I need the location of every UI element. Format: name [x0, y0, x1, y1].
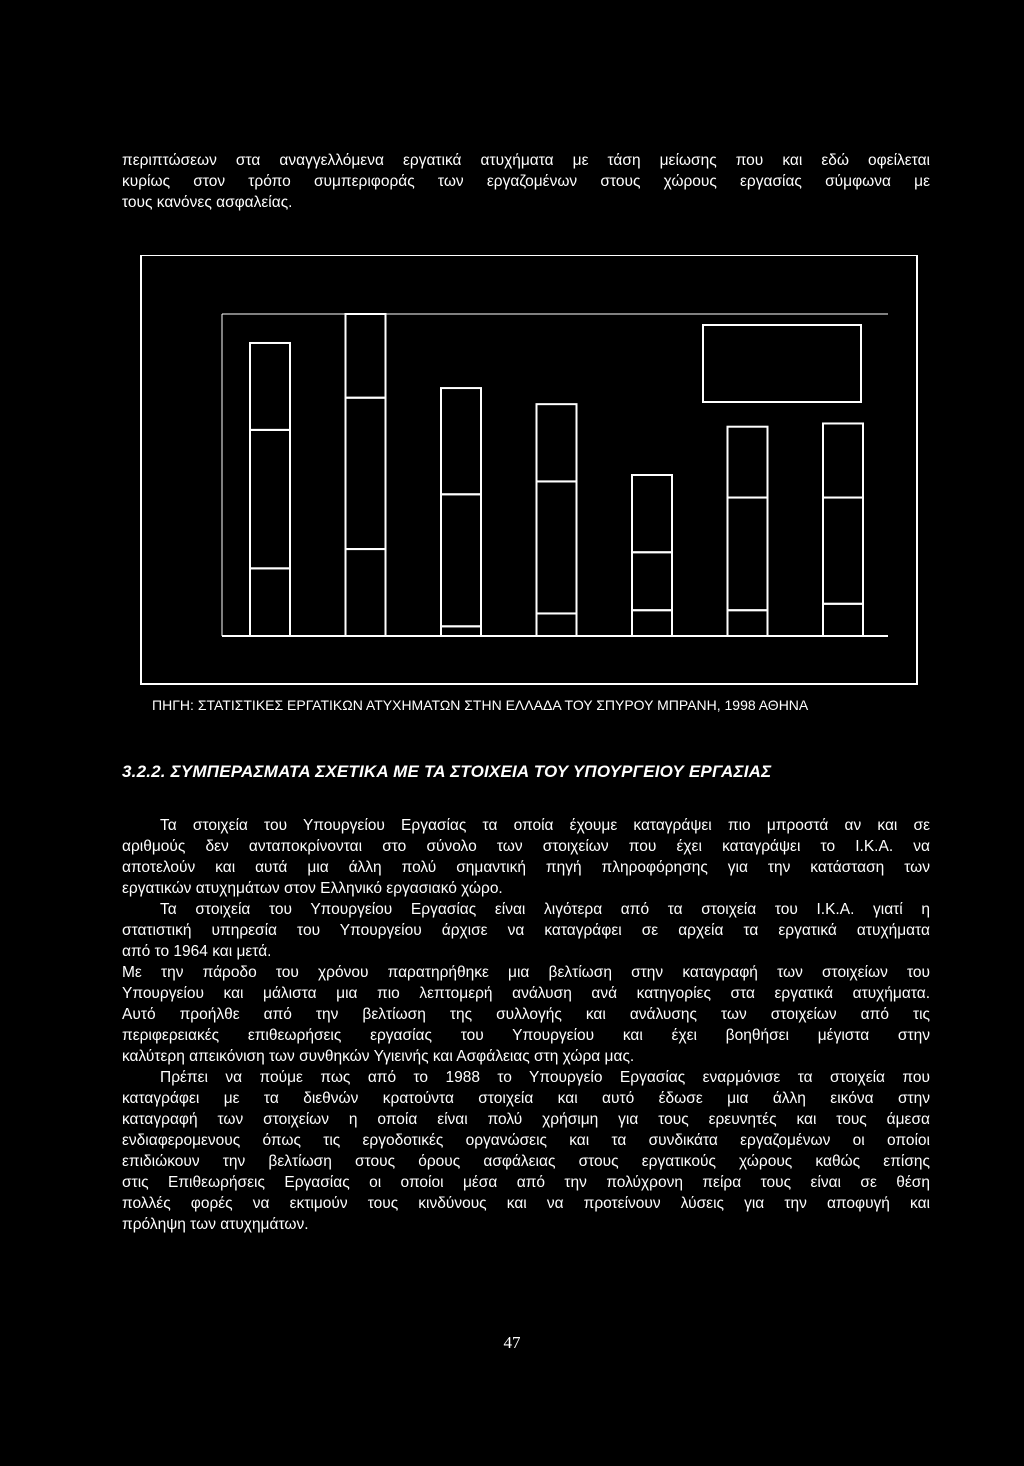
bar-segment: [823, 423, 863, 497]
chart-figure: [140, 255, 918, 685]
text-line: Με την πάροδο του χρόνου παρατηρήθηκε μια βελτίωση στην καταγραφή των στοιχείων του: [122, 964, 930, 981]
bar-segment: [441, 494, 481, 626]
bar-segment: [537, 481, 577, 613]
bar-segment: [346, 549, 386, 636]
text-line: καταγράφει με τα διεθνών κρατούντα στοιχεία και αυτό έδωσε μια άλλη εικόνα στην: [122, 1090, 930, 1107]
body-paragraph: [122, 899, 930, 962]
bar-segment: [728, 427, 768, 498]
figure-source: ΠΗΓΗ: ΣΤΑΤΙΣΤΙΚΕΣ ΕΡΓΑΤΙΚΩΝ ΑΤΥΧΗΜΑΤΩΝ ΣΤΗΝ ΕΛΛΑΔΑ ΤΟΥ ΣΠΥΡΟΥ ΜΠΡΑΝΗ, 1998 ΑΘΗΝΑ: [152, 697, 809, 713]
text-line: καλύτερη απεικόνιση των συνθηκών Υγιεινής και Ασφάλειας στη χώρα μας.: [122, 1048, 635, 1065]
intro-paragraph: [122, 150, 930, 213]
bar-segment: [250, 343, 290, 430]
text-line: αριθμούς δεν ανταποκρίνονται στο σύνολο των στοιχείων που έχει καταγράψει το Ι.Κ.Α. να: [122, 838, 930, 855]
text-line: καταγραφή των στοιχείων η οποία είναι πολύ χρήσιμη για τους ερευνητές και τους άμεσα: [122, 1111, 930, 1128]
bar-segment: [441, 388, 481, 494]
bar-segment: [250, 568, 290, 636]
text-line: περιπτώσεων στα αναγγελλόμενα εργατικά ατυχήματα με τάση μείωσης που και εδώ οφείλεται: [122, 152, 930, 169]
bar-segment: [823, 498, 863, 604]
text-line: ενδιαφερομενους όπως τις εργοδοτικές οργανώσεις και τα συνδικάτα εργαζομένων οι οποίοι: [122, 1132, 930, 1149]
bar-segment: [250, 430, 290, 568]
bar-segment: [632, 475, 672, 552]
text-line: Αυτό προήλθε από την βελτίωση της συλλογής και ανάλυσης των στοιχείων από τις: [122, 1006, 930, 1023]
bar-segment: [346, 398, 386, 549]
text-line: περιφερειακές επιθεωρήσεις εργασίας του Υπουργείου και έχει βοηθήσει μέγιστα στην: [122, 1027, 930, 1044]
text-line: Τα στοιχεία του Υπουργείου Εργασίας τα οποία έχουμε καταγράψει πιο μπροστά αν και σε: [160, 817, 930, 834]
text-line: τους κανόνες ασφαλείας.: [122, 194, 293, 211]
text-line: Πρέπει να πούμε πως από το 1988 το Υπουργείο Εργασίας εναρμόνισε τα στοιχεία που: [160, 1069, 930, 1086]
page-number: 47: [503, 1333, 521, 1352]
text-line: εργατικών ατυχημάτων στον Ελληνικό εργασιακό χώρο.: [122, 880, 503, 897]
bar-segment: [728, 610, 768, 636]
text-line: επιδιώκουν την βελτίωση στους όρους ασφάλειας στους εργατικούς χώρους καθώς επίσης: [122, 1153, 930, 1170]
bar-segment: [728, 498, 768, 611]
text-line: πολλές φορές να εκτιμούν τους κινδύνους και να προτείνουν λύσεις για την αποφυγή και: [122, 1195, 930, 1212]
text-line: αποτελούν και αυτά μια άλλη πολύ σημαντική πηγή πληροφόρησης για την κατάσταση των: [122, 859, 930, 876]
bar-segment: [441, 626, 481, 636]
body-paragraph: [122, 962, 930, 1067]
text-line: στατιστική υπηρεσία του Υπουργείου άρχισε να καταγράφει σε αρχεία τα εργατικά ατυχήματα: [122, 922, 930, 939]
bar-segment: [537, 404, 577, 481]
legend-box: [703, 325, 861, 402]
text-line: Τα στοιχεία του Υπουργείου Εργασίας είναι λιγότερα από τα στοιχεία του Ι.Κ.Α. γιατί η: [160, 901, 930, 918]
bar-segment: [346, 314, 386, 398]
bar-segment: [537, 613, 577, 636]
section-heading: 3.2.2. ΣΥΜΠΕΡΑΣΜΑΤΑ ΣΧΕΤΙΚΑ ΜΕ ΤΑ ΣΤΟΙΧΕΙΑ ΤΟΥ ΥΠΟΥΡΓΕΙΟΥ ΕΡΓΑΣΙΑΣ: [122, 762, 772, 781]
text-line: κυρίως στον τρόπο συμπεριφοράς των εργαζομένων στους χώρους εργασίας σύμφωνα με: [122, 173, 930, 190]
text-line: από το 1964 και μετά.: [122, 943, 272, 960]
text-line: πρόληψη των ατυχημάτων.: [122, 1216, 309, 1233]
text-line: Υπουργείου και μάλιστα μια πιο λεπτομερή ανάλυση ανά κατηγορίες στα εργατικά ατυχήματα.: [122, 985, 930, 1002]
bar-segment: [823, 604, 863, 636]
stacked-bar-chart: [142, 256, 920, 686]
bar-segment: [632, 552, 672, 610]
section-body: [122, 815, 930, 1235]
bar-segment: [632, 610, 672, 636]
body-paragraph: [122, 1067, 930, 1235]
body-paragraph: [122, 815, 930, 899]
text-line: στις Επιθεωρήσεις Εργασίας οι οποίοι μέσα από την πολύχρονη πείρα τους είναι σε θέση: [122, 1174, 930, 1191]
